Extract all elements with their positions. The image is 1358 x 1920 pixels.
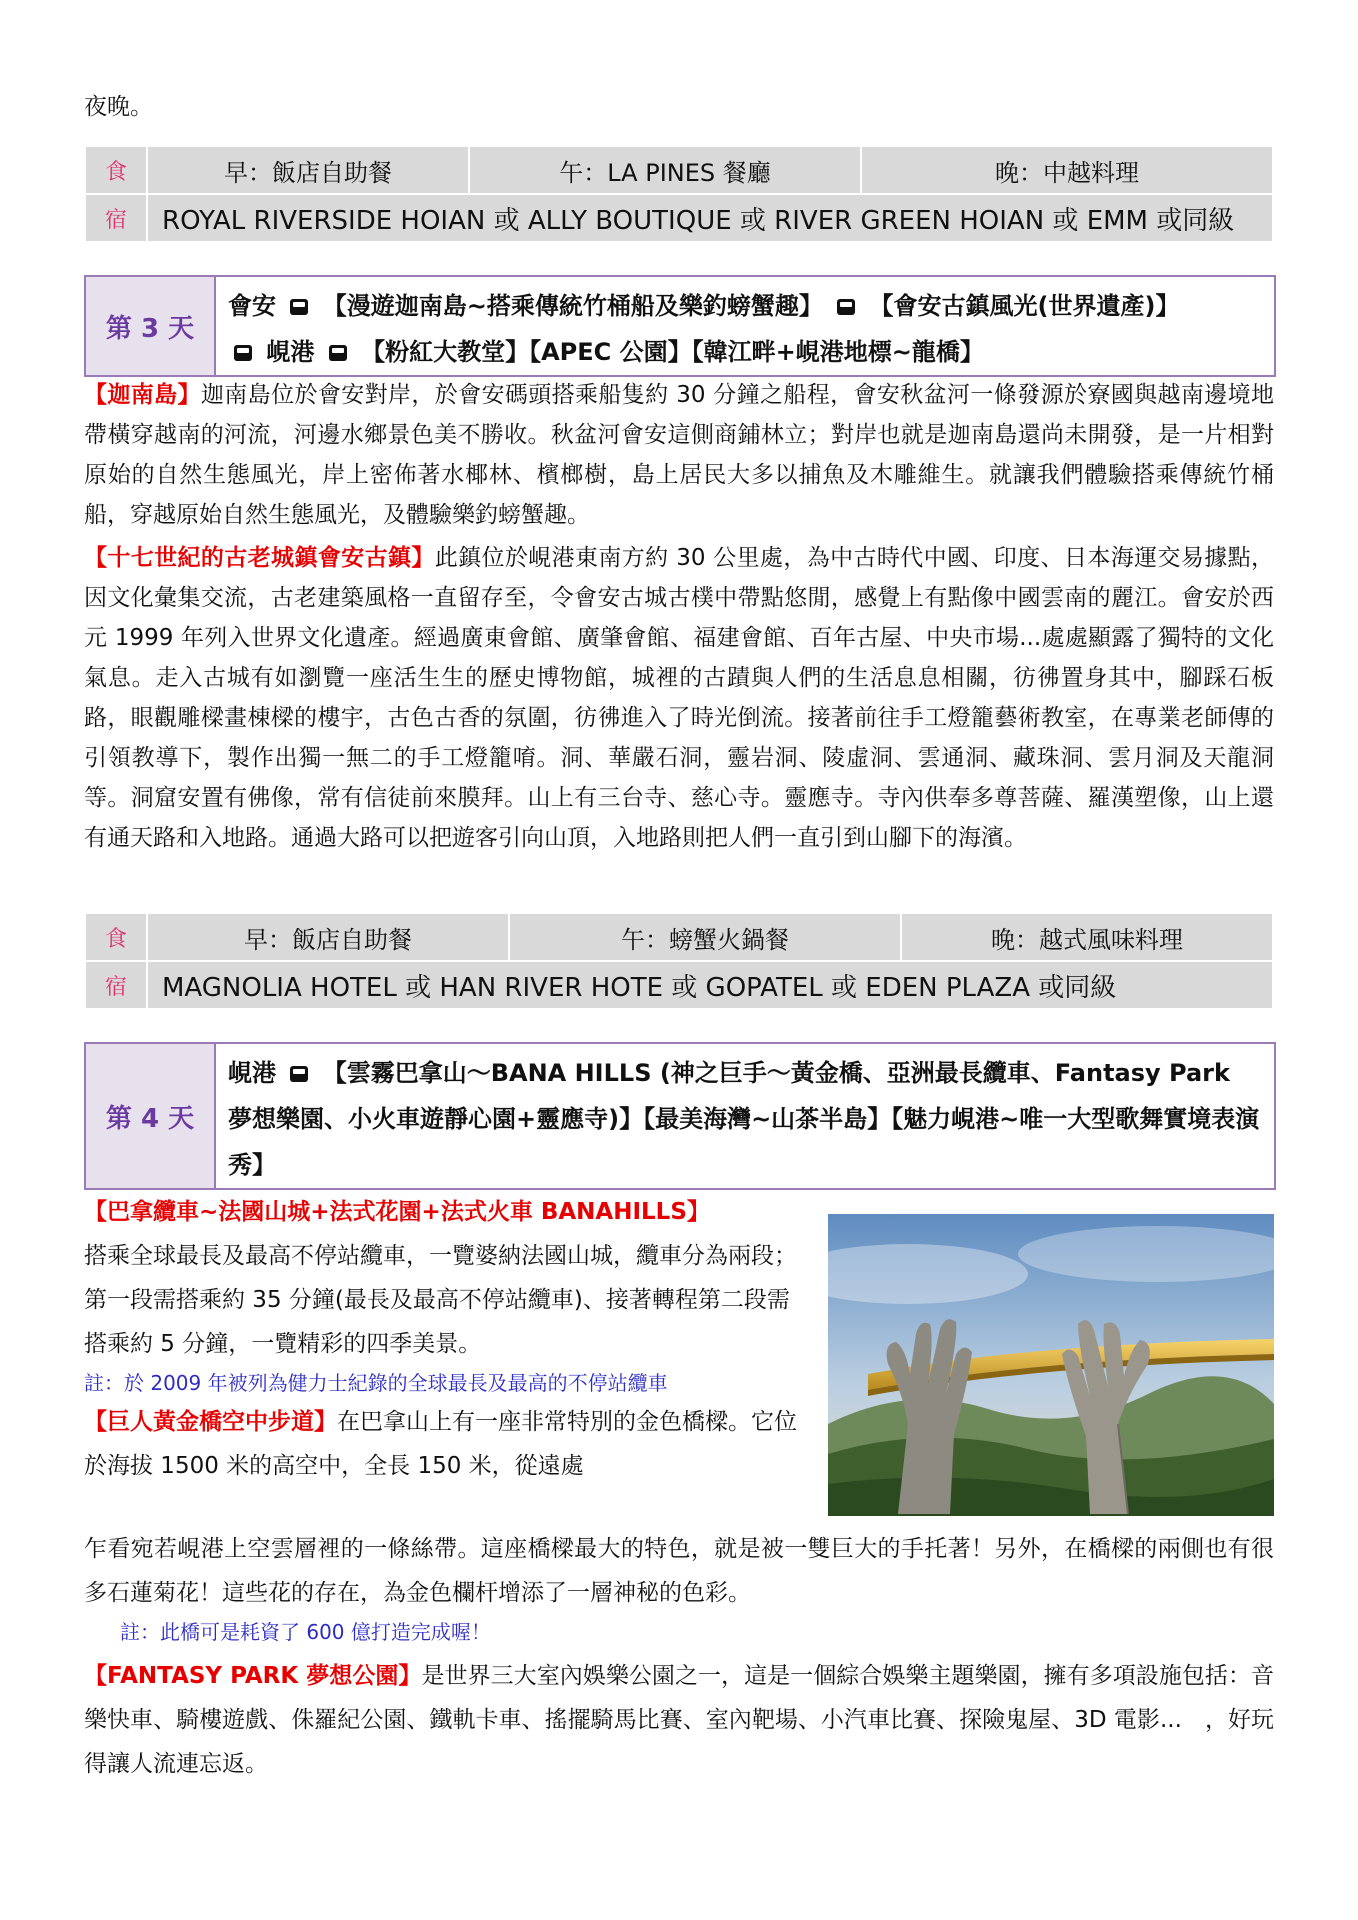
hotel-cell: MAGNOLIA HOTEL 或 HAN RIVER HOTE 或 GOPATEL 或 EDEN PLAZA 或同級 (147, 961, 1273, 1009)
stay-label: 宿 (85, 961, 147, 1009)
food-label: 食 (85, 146, 147, 194)
golden-bridge-photo (828, 1214, 1274, 1516)
lunch-cell: 午：LA PINES 餐廳 (469, 146, 861, 194)
stay-label: 宿 (85, 194, 147, 242)
hotel-cell: ROYAL RIVERSIDE HOIAN 或 ALLY BOUTIQUE 或 RIVER GREEN HOIAN 或 EMM 或同級 (147, 194, 1273, 242)
day3-paragraph-2 (84, 538, 1274, 858)
day4-note-2: 註：此橋可是耗資了 600 億打造完成喔！ (120, 1620, 491, 1644)
day4-p2-body-b: 乍看宛若峴港上空雲層裡的一條絲帶。這座橋樑最大的特色，就是被一雙巨大的手托著！另外，在橋樑的兩側也有很多石蓮菊花！這些花的存在，為金色欄杆增添了一層神秘的色彩。 (84, 1536, 1274, 1606)
day3-city: 會安 (228, 292, 276, 320)
bus-icon (234, 345, 252, 361)
day3-title (216, 277, 1274, 375)
dinner-cell: 晚：越式風味料理 (901, 913, 1273, 961)
day3-spot-3: 【粉紅大教堂】【APEC 公園】【韓江畔+峴港地標~龍橋】 (361, 338, 984, 366)
food-label: 食 (85, 913, 147, 961)
day4-banahills-block (84, 1190, 804, 1488)
day4-p1-heading: 【巴拿纜車~法國山城+法式花園+法式火車 BANAHILLS】 (84, 1199, 710, 1225)
intro-text: 夜晚。 (84, 94, 153, 120)
day2-meal-table (84, 145, 1274, 243)
day3-spot-1: 【漫遊迦南島~搭乘傳統竹桶船及樂釣螃蟹趣】 (322, 292, 823, 320)
lunch-cell: 午：螃蟹火鍋餐 (509, 913, 901, 961)
day4-city: 峴港 (228, 1059, 276, 1087)
day3-p1-heading: 【迦南島】 (84, 382, 201, 408)
day3-p2-heading: 【十七世紀的古老城鎮會安古鎮】 (84, 545, 435, 571)
dinner-cell: 晚：中越料理 (861, 146, 1273, 194)
day4-header (84, 1042, 1276, 1190)
bus-icon (290, 299, 308, 315)
day3-city-2: 峴港 (266, 338, 315, 366)
day3-spot-2: 【會安古鎮風光(世界遺產)】 (869, 292, 1180, 320)
day4-p3-body: 是世界三大室內娛樂公園之一，這是一個綜合娛樂主題樂園，擁有多項設施包括：音樂快車、騎樓遊戲、侏羅紀公園、鐵軌卡車、搖擺騎馬比賽、室內靶場、小汽車比賽、探險鬼屋、3D 電影... ，好玩得讓人流連忘返。 (84, 1663, 1275, 1777)
day4-title (216, 1044, 1274, 1188)
day4-paragraph-3 (84, 1654, 1274, 1786)
bus-icon (290, 1066, 308, 1082)
day3-header (84, 275, 1276, 377)
day4-label: 第 4 天 (86, 1044, 216, 1188)
day4-note-1: 註：於 2009 年被列為健力士紀錄的全球最長及最高的不停站纜車 (84, 1371, 668, 1395)
breakfast-cell: 早：飯店自助餐 (147, 146, 469, 194)
day4-p3-heading: 【FANTASY PARK 夢想公園】 (84, 1663, 422, 1689)
day4-paragraph-2-cont (84, 1527, 1274, 1615)
day4-p2-body-a: 在巴拿山上有一座非常特別的金色橋樑。它位於海拔 1500 米的高空中，全長 150 米，從遠處 (84, 1409, 797, 1479)
day4-p2-heading: 【巨人黃金橋空中步道】 (84, 1409, 337, 1435)
day4-spots: 【雲霧巴拿山～BANA HILLS (神之巨手～黃金橋、亞洲最長纜車、Fantasy Park 夢想樂園、小火車遊靜心園+靈應寺)】【最美海灣~山茶半島】【魅力峴港~唯一大型歌舞實境表演秀】 (228, 1059, 1260, 1179)
breakfast-cell: 早：飯店自助餐 (147, 913, 509, 961)
bus-icon (837, 299, 855, 315)
day3-p1-body: 迦南島位於會安對岸，於會安碼頭搭乘船隻約 30 分鐘之船程，會安秋盆河一條發源於寮國與越南邊境地帶橫穿越南的河流，河邊水鄉景色美不勝收。秋盆河會安這側商鋪林立；對岸也就是迦南島還尚未開發，是一片相對原始的自然生態風光，岸上密佈著水椰林、檳榔樹，島上居民大多以捕魚及木雕維生。就讓我們體驗搭乘傳統竹桶船，穿越原始自然生態風光，及體驗樂釣螃蟹趣。 (84, 382, 1275, 528)
day4-p1-body: 搭乘全球最長及最高不停站纜車，一覽婆納法國山城，纜車分為兩段；第一段需搭乘約 35 分鐘(最長及最高不停站纜車)、接著轉程第二段需搭乘約 5 分鐘，一覽精彩的四季美景。 (84, 1243, 797, 1357)
day3-meal-table (84, 912, 1274, 1010)
day3-label: 第 3 天 (86, 277, 216, 375)
day3-paragraph-1 (84, 375, 1274, 535)
bus-icon (329, 345, 347, 361)
day3-p2-body: 此鎮位於峴港東南方約 30 公里處，為中古時代中國、印度、日本海運交易據點，因文化彙集交流，古老建築風格一直留存至，令會安古城古樸中帶點悠閒，感覺上有點像中國雲南的麗江。會安於西元 1999 年列入世界文化遺產。經過廣東會館、廣肇會館、福建會館、百年古屋、中央市場...處處顯露了獨特的文化氣息。走入古城有如瀏覽一座活生生的歷史博物館，城裡的古蹟與人們的生活息息相關，彷彿置身其中，腳踩石板路，眼觀雕樑畫棟樑的樓宇，古色古香的氛圍，彷彿進入了時光倒流。接著前往手工燈籠藝術教室，在專業老師傳的引領教導下，製作出獨一無二的手工燈籠唷。洞、華嚴石洞，靈岩洞、陵虛洞、雲通洞、藏珠洞、雲月洞及天龍洞等。洞窟安置有佛像，常有信徒前來膜拜。山上有三台寺、慈心寺。靈應寺。寺內供奉多尊菩薩、羅漢塑像，山上還有通天路和入地路。通過大路可以把遊客引向山頂，入地路則把人們一直引到山腳下的海濱。 (84, 545, 1274, 851)
